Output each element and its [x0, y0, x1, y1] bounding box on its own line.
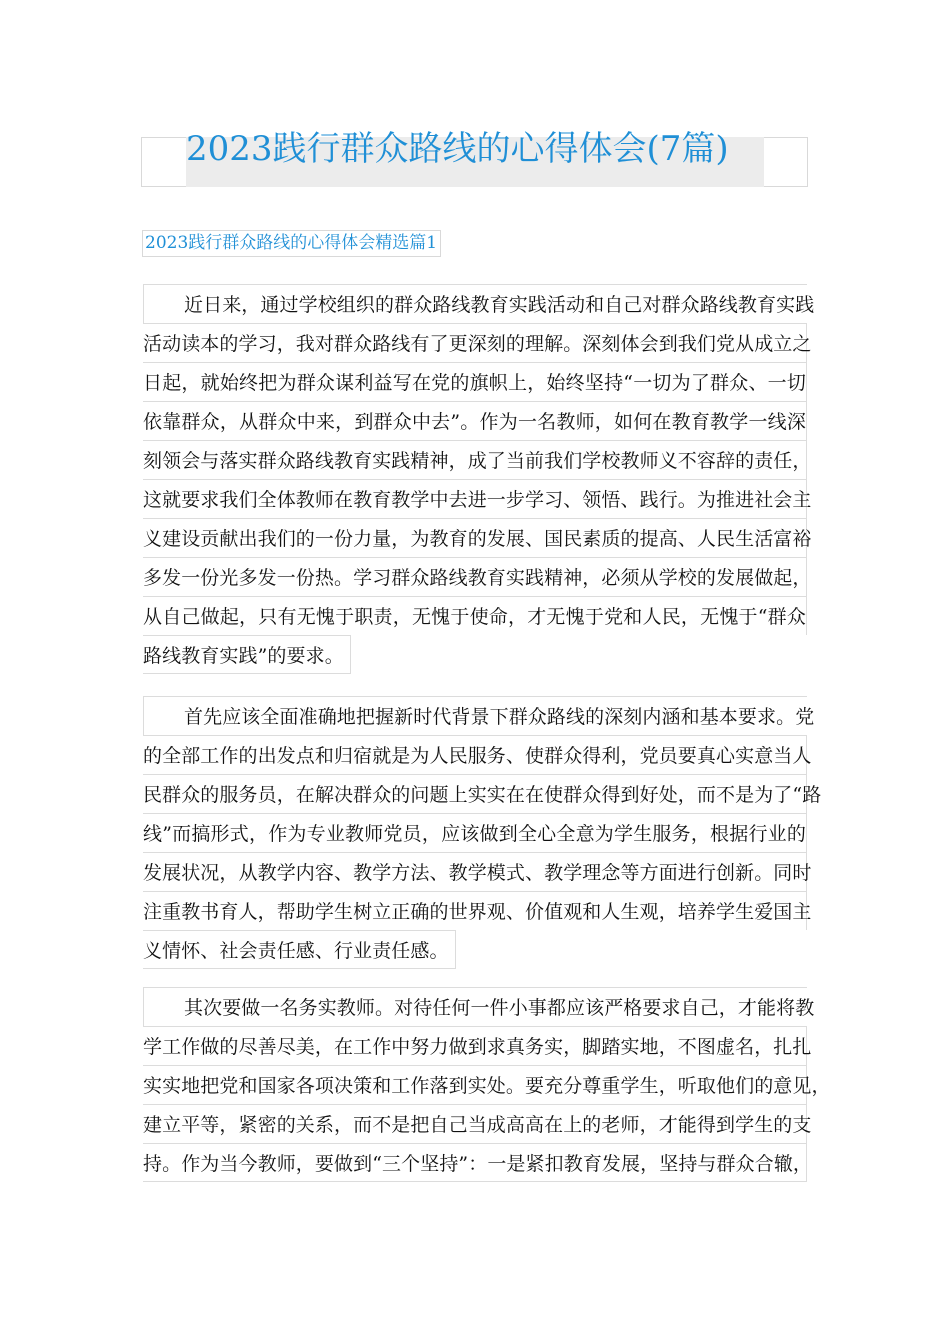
paragraph-line: 首先应该全面准确地把握新时代背景下群众路线的深刻内涵和基本要求。党 [143, 696, 807, 735]
paragraph-2 [143, 696, 822, 969]
paragraph-line: 活动读本的学习，我对群众路线有了更深刻的理解。深刻体会到我们党从成立之 [143, 323, 807, 362]
paragraph-line: 义建设贡献出我们的一份力量，为教育的发展、国民素质的提高、人民生活富裕 [143, 518, 807, 557]
paragraph-3 [143, 987, 831, 1182]
paragraph-line: 刻领会与落实群众路线教育实践精神，成了当前我们学校教师义不容辞的责任， [143, 440, 807, 479]
paragraph-line: 其次要做一名务实教师。对待任何一件小事都应该严格要求自己，才能将教 [143, 987, 807, 1026]
paragraph-line: 义情怀、社会责任感、行业责任感。 [143, 930, 456, 969]
paragraph-line: 从自己做起，只有无愧于职责，无愧于使命，才无愧于党和人民，无愧于“群众 [143, 596, 807, 635]
paragraph-line: 民群众的服务员，在解决群众的问题上实实在在使群众得到好处，而不是为了“路 [143, 774, 807, 813]
paragraph-line: 持。作为当今教师，要做到“三个坚持”：一是紧扣教育发展，坚持与群众合辙， [143, 1143, 807, 1182]
paragraph-line: 实实地把党和国家各项决策和工作落到实处。要充分尊重学生，听取他们的意见， [143, 1065, 807, 1104]
paragraph-line: 的全部工作的出发点和归宿就是为人民服务、使群众得利，党员要真心实意当人 [143, 735, 807, 774]
paragraph-line: 建立平等，紧密的关系，而不是把自己当成高高在上的老师，才能得到学生的支 [143, 1104, 807, 1143]
paragraph-line: 学工作做的尽善尽美，在工作中努力做到求真务实，脚踏实地，不图虚名，扎扎 [143, 1026, 807, 1065]
paragraph-line: 发展状况，从教学内容、教学方法、教学模式、教学理念等方面进行创新。同时 [143, 852, 807, 891]
paragraph-1 [143, 284, 815, 674]
paragraph-line: 多发一份光多发一份热。学习群众路线教育实践精神，必须从学校的发展做起， [143, 557, 807, 596]
paragraph-line: 这就要求我们全体教师在教育教学中去进一步学习、领悟、践行。为推进社会主 [143, 479, 807, 518]
document-title: 2023践行群众路线的心得体会(7篇) [186, 129, 729, 169]
paragraph-line: 注重教书育人，帮助学生树立正确的世界观、价值观和人生观，培养学生爱国主 [143, 891, 807, 930]
paragraph-line: 依靠群众，从群众中来，到群众中去”。作为一名教师，如何在教育教学一线深 [143, 401, 807, 440]
paragraph-line: 线”而搞形式，作为专业教师党员，应该做到全心全意为学生服务，根据行业的 [143, 813, 807, 852]
paragraph-line: 路线教育实践”的要求。 [143, 635, 351, 674]
paragraph-line: 近日来，通过学校组织的群众路线教育实践活动和自己对群众路线教育实践 [143, 284, 807, 323]
paragraph-line: 日起，就始终把为群众谋利益写在党的旗帜上，始终坚持“一切为了群众、一切 [143, 362, 807, 401]
section-heading: 2023践行群众路线的心得体会精选篇1 [142, 230, 441, 257]
